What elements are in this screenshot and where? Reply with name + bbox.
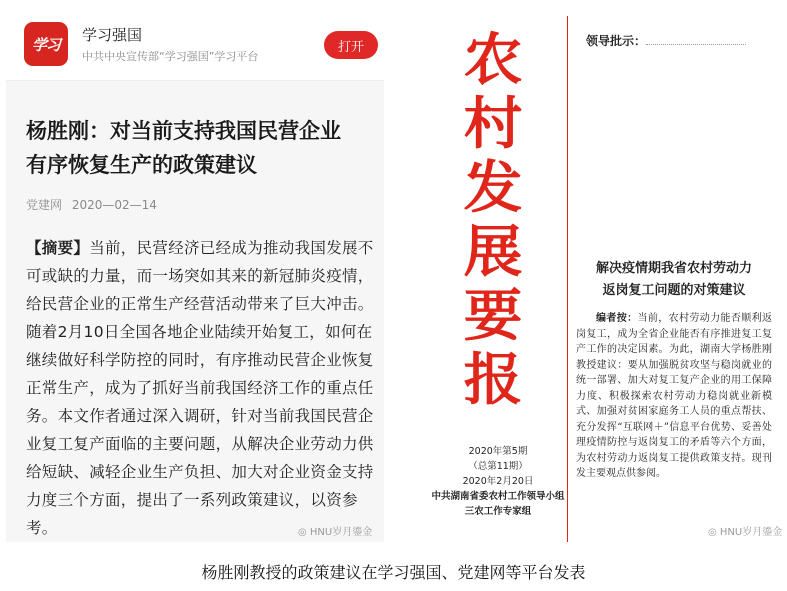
leader-comment-line	[646, 44, 746, 45]
cover-title-char: 村	[463, 91, 523, 157]
cover-title-char: 要	[463, 283, 523, 349]
issue-number: 2020年第5期	[468, 446, 528, 457]
cover-title-char: 农	[463, 27, 523, 93]
abstract-text: 当前，民营经济已经成为推动我国发展不可或缺的力量，而一场突如其来的新冠肺炎疫情，给民营企业的正常生产经营活动带来了巨大冲击。随着2月10日全国各地企业陆续开始复工，如何在继续做好科学防控的同时，有序推动民营企业恢复正常生产，成为了抓好当前我国经济工作的重点任务。本文作者通过深入调研，针对当前我国民营企业复工复产面临的主要问题，从解决企业劳动力供给短缺、减轻企业生产负担、加大对企业资金支持力度三个方面，提出了一系列政策建议，以资参考。	[26, 239, 374, 537]
watermark-left-text: HNU岁月鎏金	[309, 527, 373, 538]
article-meta	[26, 196, 157, 213]
abstract-label: 【摘要】	[26, 239, 90, 257]
cover-title-char: 展	[463, 219, 523, 285]
editor-note-label: 编者按：	[596, 313, 638, 324]
wechat-icon: ◎	[298, 527, 310, 538]
report-title	[574, 258, 774, 302]
red-divider	[567, 16, 568, 542]
report-title-line-1: 解决疫情期我省农村劳动力	[595, 261, 752, 276]
article-source: 党建网	[26, 198, 63, 212]
total-issue: （总第11期）	[468, 461, 528, 472]
wechat-icon: ◎	[708, 527, 720, 538]
cover-title-char: 发	[463, 155, 523, 221]
issue-date: 2020年2月20日	[462, 476, 534, 487]
issue-info	[418, 444, 578, 519]
article-abstract	[26, 234, 376, 542]
figure-caption: 杨胜刚教授的政策建议在学习强国、党建网等平台发表	[201, 563, 586, 582]
report-title-line-2: 返岗复工问题的对策建议	[602, 283, 746, 298]
editor-note-text: 当前，农村劳动力能否顺利返岗复工，成为全省企业能否有序推进复工复产工作的决定因素。为此，湖南大学杨胜刚教授建议：要从加强脱贫攻坚与稳岗就业的统一部署、加大对复工复产企业的用工保障力度、积极探索农村劳动力稳岗就业新模式、加强对贫困家庭务工人员的重点帮扶、充分发挥“互联网＋”信息平台优势、妥善处理疫情防控与返岗复工的矛盾等六个方面，为农村劳动力返岗复工提供政策支持。现刊发主要观点供参阅。	[576, 313, 772, 479]
app-banner	[6, 6, 384, 81]
app-description: 中共中央宣传部“学习强国”学习平台	[82, 50, 259, 63]
newsletter-cover	[392, 6, 782, 542]
watermark-right-text: HNU岁月鎏金	[719, 527, 783, 538]
watermark-left	[298, 523, 372, 538]
xuexi-logo-icon: 学习	[24, 22, 68, 66]
article-title-line-2: 有序恢复生产的政策建议	[26, 153, 257, 177]
article-title	[26, 114, 371, 182]
article-title-line-1: 杨胜刚：对当前支持我国民营企业	[26, 119, 341, 143]
open-app-button[interactable]: 打开	[324, 31, 378, 59]
watermark-right	[708, 523, 782, 538]
cover-title-char: 报	[463, 347, 523, 413]
article-date: 2020—02—14	[71, 198, 157, 212]
issuing-org-2: 三农工作专家组	[464, 506, 532, 517]
editor-note	[576, 311, 772, 482]
article-screenshot	[6, 6, 384, 542]
app-name: 学习强国	[82, 26, 143, 44]
cover-title	[438, 28, 548, 412]
issuing-org-1: 中共湖南省委农村工作领导小组	[431, 491, 565, 502]
leader-comment-label: 领导批示：	[586, 34, 647, 48]
